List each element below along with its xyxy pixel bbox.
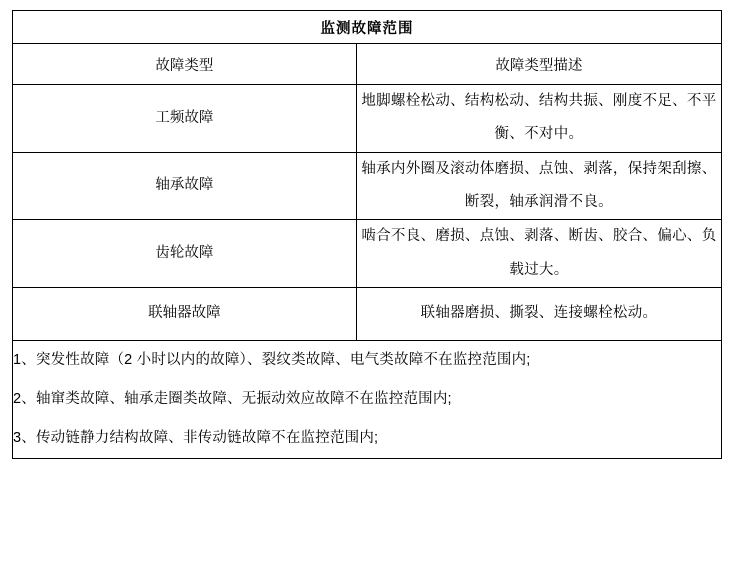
fault-description-text: 啮合不良、磨损、点蚀、剥落、断齿、胶合、偏心、负载过大。 xyxy=(356,220,721,288)
table-row xyxy=(13,220,722,288)
table-row xyxy=(13,152,722,220)
fault-scope-table xyxy=(12,10,722,459)
notes-block xyxy=(13,340,722,459)
table-title: 监测故障范围 xyxy=(13,11,722,44)
fault-type-label: 齿轮故障 xyxy=(13,220,357,288)
fault-description-text: 联轴器磨损、撕裂、连接螺栓松动。 xyxy=(356,288,721,341)
note-item: 1、突发性故障（2 小时以内的故障）、裂纹类故障、电气类故障不在监控范围内; xyxy=(13,351,531,368)
table-row-header xyxy=(13,44,722,85)
table-row-notes xyxy=(13,340,722,459)
table-row-title xyxy=(13,11,722,44)
note-item: 3、传动链静力结构故障、非传动链故障不在监控范围内; xyxy=(13,429,379,446)
fault-description-text: 轴承内外圈及滚动体磨损、点蚀、剥落，保持架刮擦、断裂，轴承润滑不良。 xyxy=(356,152,721,220)
column-header-fault-description: 故障类型描述 xyxy=(356,44,721,85)
fault-description-text: 地脚螺栓松动、结构松动、结构共振、刚度不足、不平衡、不对中。 xyxy=(356,85,721,153)
note-item: 2、轴窜类故障、轴承走圈类故障、无振动效应故障不在监控范围内; xyxy=(13,390,452,407)
column-header-fault-type: 故障类型 xyxy=(13,44,357,85)
fault-type-label: 工频故障 xyxy=(13,85,357,153)
table-row xyxy=(13,85,722,153)
fault-type-label: 轴承故障 xyxy=(13,152,357,220)
fault-type-label: 联轴器故障 xyxy=(13,288,357,341)
table-row xyxy=(13,288,722,341)
